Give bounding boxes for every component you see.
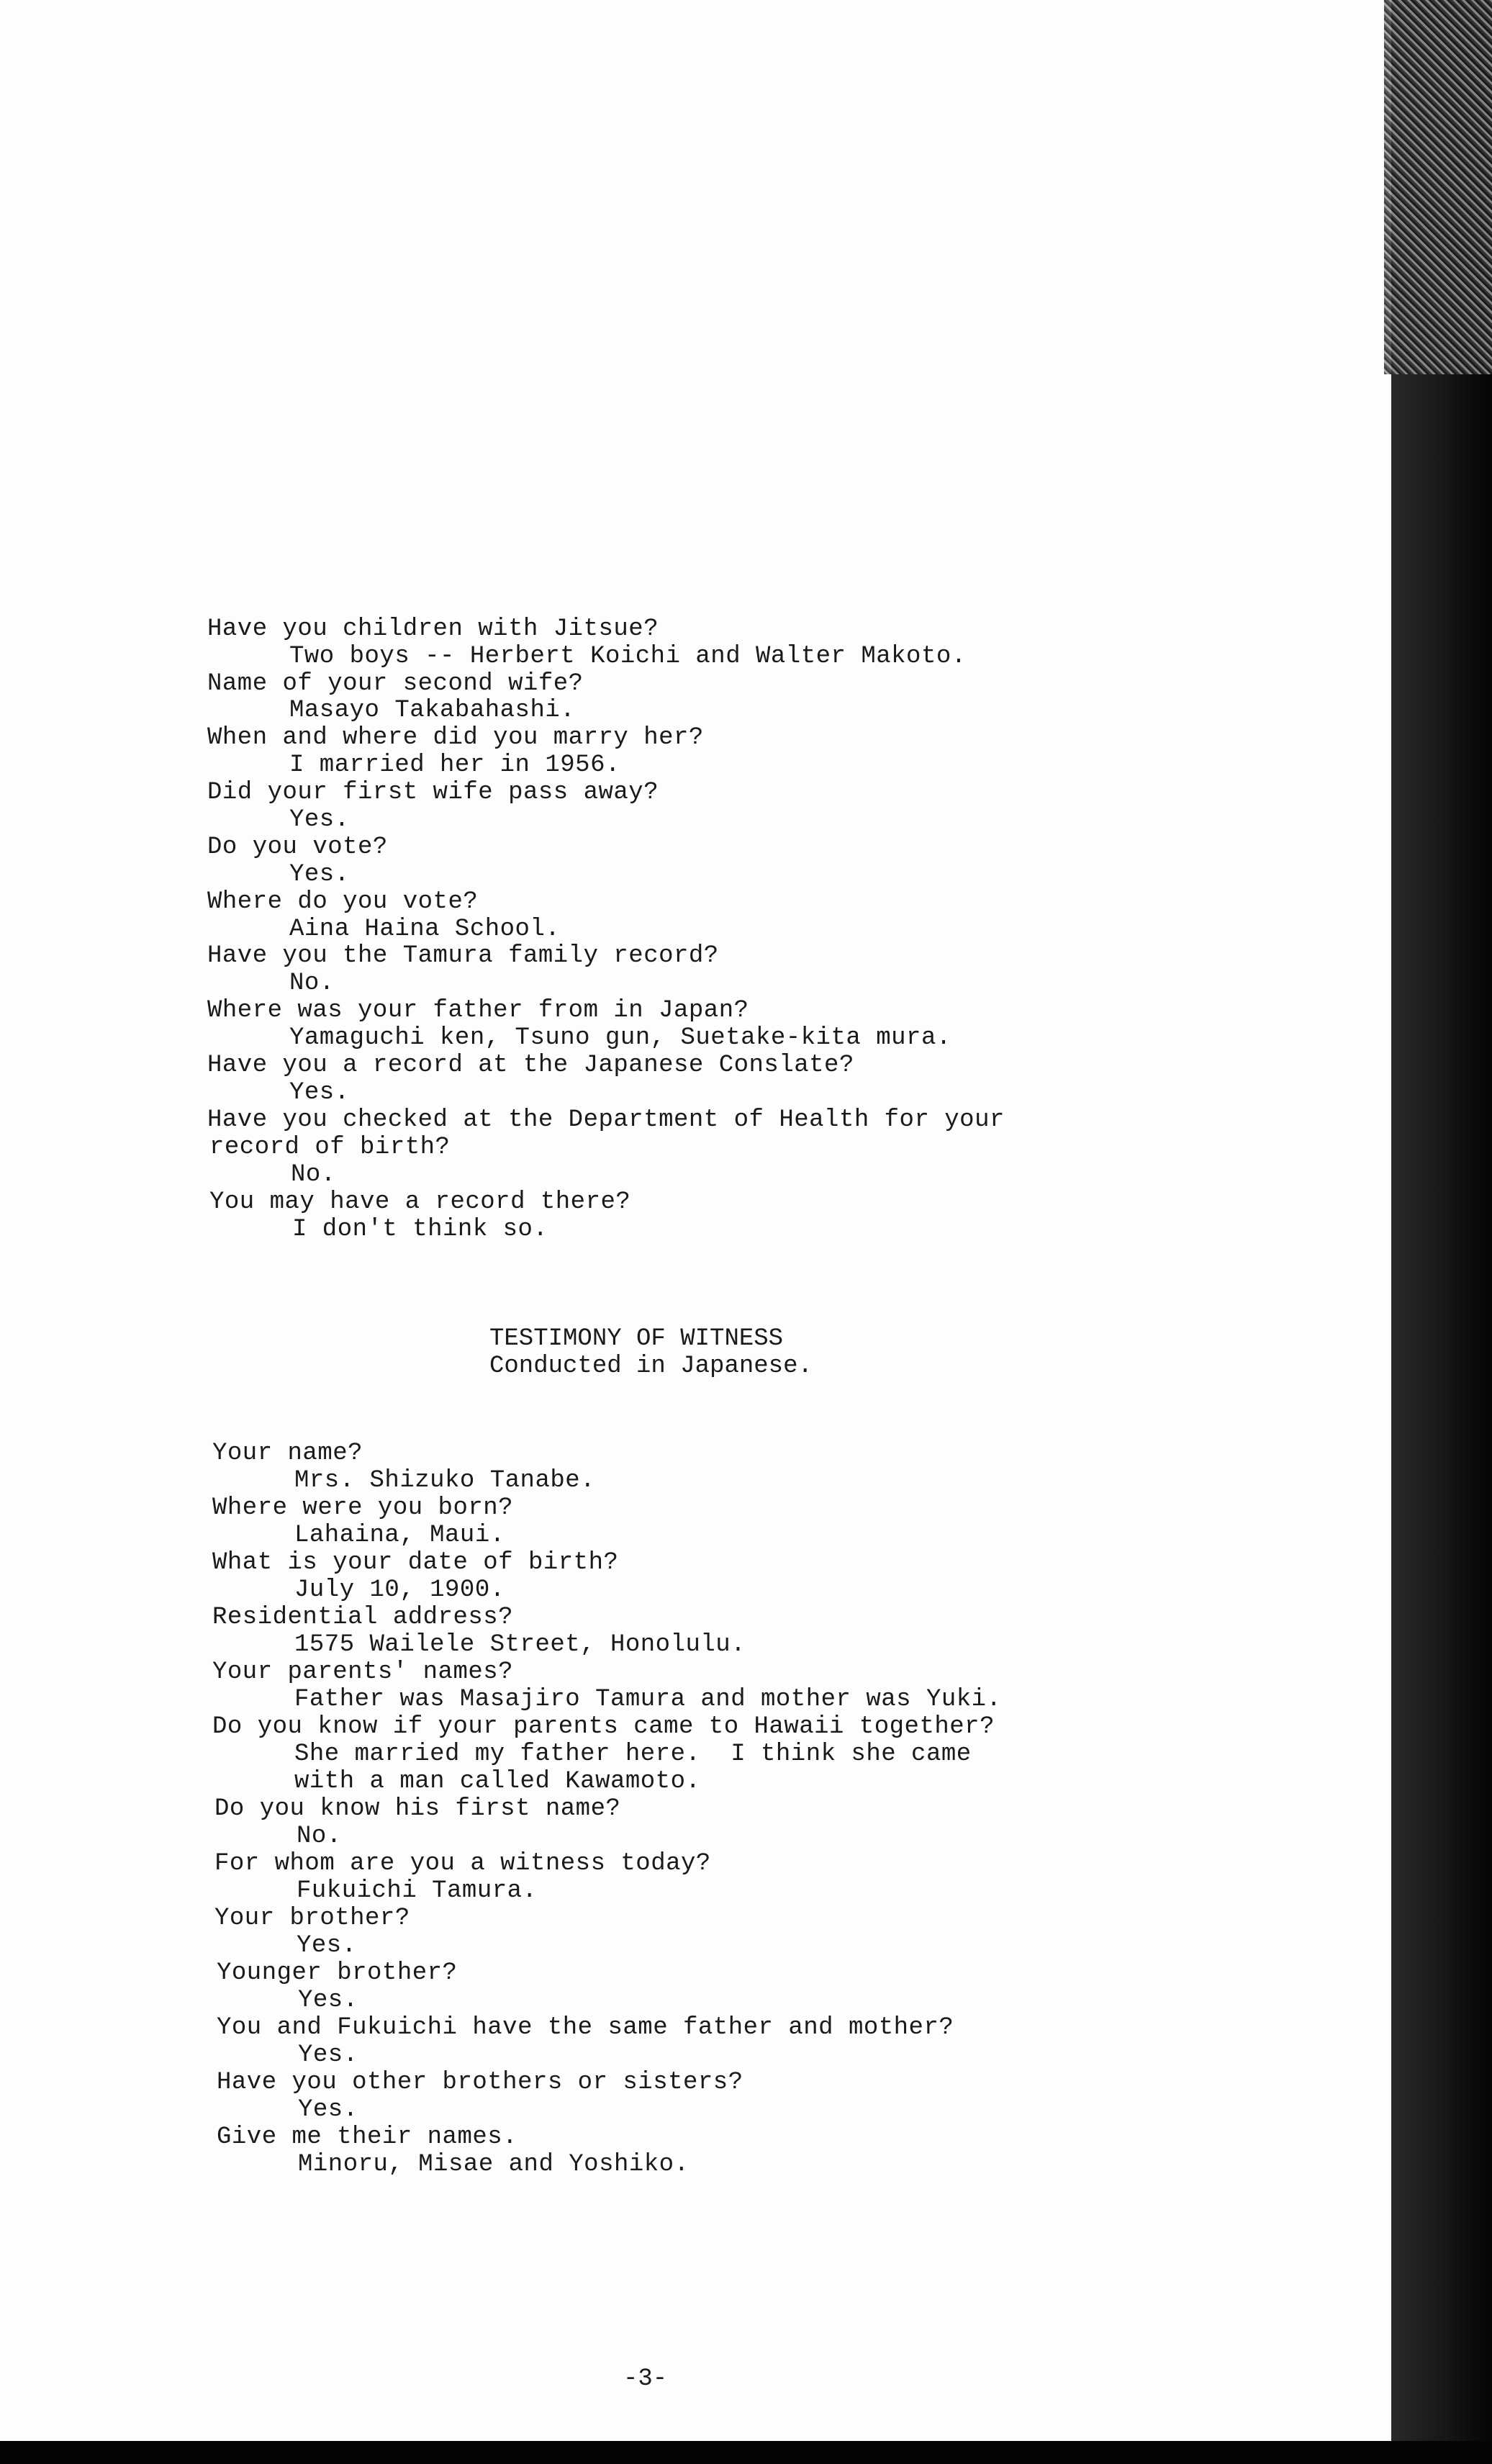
answer-line: Mrs. Shizuko Tanabe. <box>294 1467 596 1494</box>
question-line: Do you know if your parents came to Hawaii together? <box>212 1713 995 1741</box>
answer-line: Masayo Takabahashi. <box>289 697 576 724</box>
answer-line: Two boys -- Herbert Koichi and Walter Makoto. <box>289 643 967 670</box>
question-line: Where do you vote? <box>207 888 479 916</box>
question-line: You and Fukuichi have the same father and mother? <box>217 2014 954 2041</box>
scan-bottom-edge <box>0 2441 1492 2464</box>
question-line: When and where did you marry her? <box>207 724 704 752</box>
answer-line: No. <box>291 1161 336 1188</box>
answer-line: No. <box>289 970 335 997</box>
question-line: Your brother? <box>214 1905 410 1932</box>
question-line: Your name? <box>212 1440 363 1467</box>
answer-line: No. <box>297 1823 342 1850</box>
question-line: Where were you born? <box>212 1494 514 1522</box>
question-line: Residential address? <box>212 1604 514 1631</box>
answer-line: I don't think so. <box>292 1216 548 1243</box>
witness-heading-subtitle: Conducted in Japanese. <box>489 1353 813 1380</box>
question-line: Did your first wife pass away? <box>207 779 659 806</box>
answer-line: Lahaina, Maui. <box>294 1522 505 1549</box>
question-line: You may have a record there? <box>209 1188 631 1216</box>
question-line: Do you vote? <box>207 834 388 861</box>
answer-line: July 10, 1900. <box>294 1576 505 1604</box>
answer-line: I married her in 1956. <box>289 752 620 779</box>
scan-edge-noise <box>1384 0 1492 374</box>
answer-line: Yes. <box>289 1079 350 1106</box>
answer-line: Aina Haina School. <box>289 916 561 943</box>
answer-line: Yes. <box>298 1987 358 2014</box>
witness-heading-title: TESTIMONY OF WITNESS <box>489 1325 784 1353</box>
answer-line: Fukuichi Tamura. <box>297 1877 538 1905</box>
question-line: Name of your second wife? <box>207 670 584 698</box>
question-line: Where was your father from in Japan? <box>207 997 749 1024</box>
answer-line: Yes. <box>298 2041 358 2069</box>
answer-line: Yamaguchi ken, Tsuno gun, Suetake-kita mura. <box>289 1024 951 1052</box>
answer-line: Yes. <box>298 2096 358 2124</box>
question-line: For whom are you a witness today? <box>214 1850 711 1877</box>
question-line: record of birth? <box>209 1134 451 1161</box>
question-line: Have you children with Jitsue? <box>207 615 659 643</box>
question-line: Younger brother? <box>217 1959 458 1987</box>
answer-line: Minoru, Misae and Yoshiko. <box>298 2151 690 2178</box>
question-line: Give me their names. <box>217 2124 518 2151</box>
answer-line: She married my father here. I think she came <box>294 1741 972 1768</box>
answer-line: Yes. <box>297 1932 357 1959</box>
page-number: -3- <box>623 2365 668 2393</box>
question-line: Have you a record at the Japanese Conslate? <box>207 1052 854 1079</box>
question-line: Have you checked at the Department of Health for your <box>207 1106 1005 1134</box>
question-line: What is your date of birth? <box>212 1549 619 1576</box>
answer-line: Father was Masajiro Tamura and mother was Yuki. <box>294 1686 1002 1713</box>
answer-line: 1575 Wailele Street, Honolulu. <box>294 1631 746 1659</box>
question-line: Your parents' names? <box>212 1659 514 1686</box>
question-line: Have you the Tamura family record? <box>207 942 719 970</box>
question-line: Have you other brothers or sisters? <box>217 2069 743 2096</box>
answer-line: Yes. <box>289 806 350 834</box>
answer-line: with a man called Kawamoto. <box>294 1768 701 1795</box>
answer-line: Yes. <box>289 861 350 888</box>
question-line: Do you know his first name? <box>214 1795 621 1823</box>
